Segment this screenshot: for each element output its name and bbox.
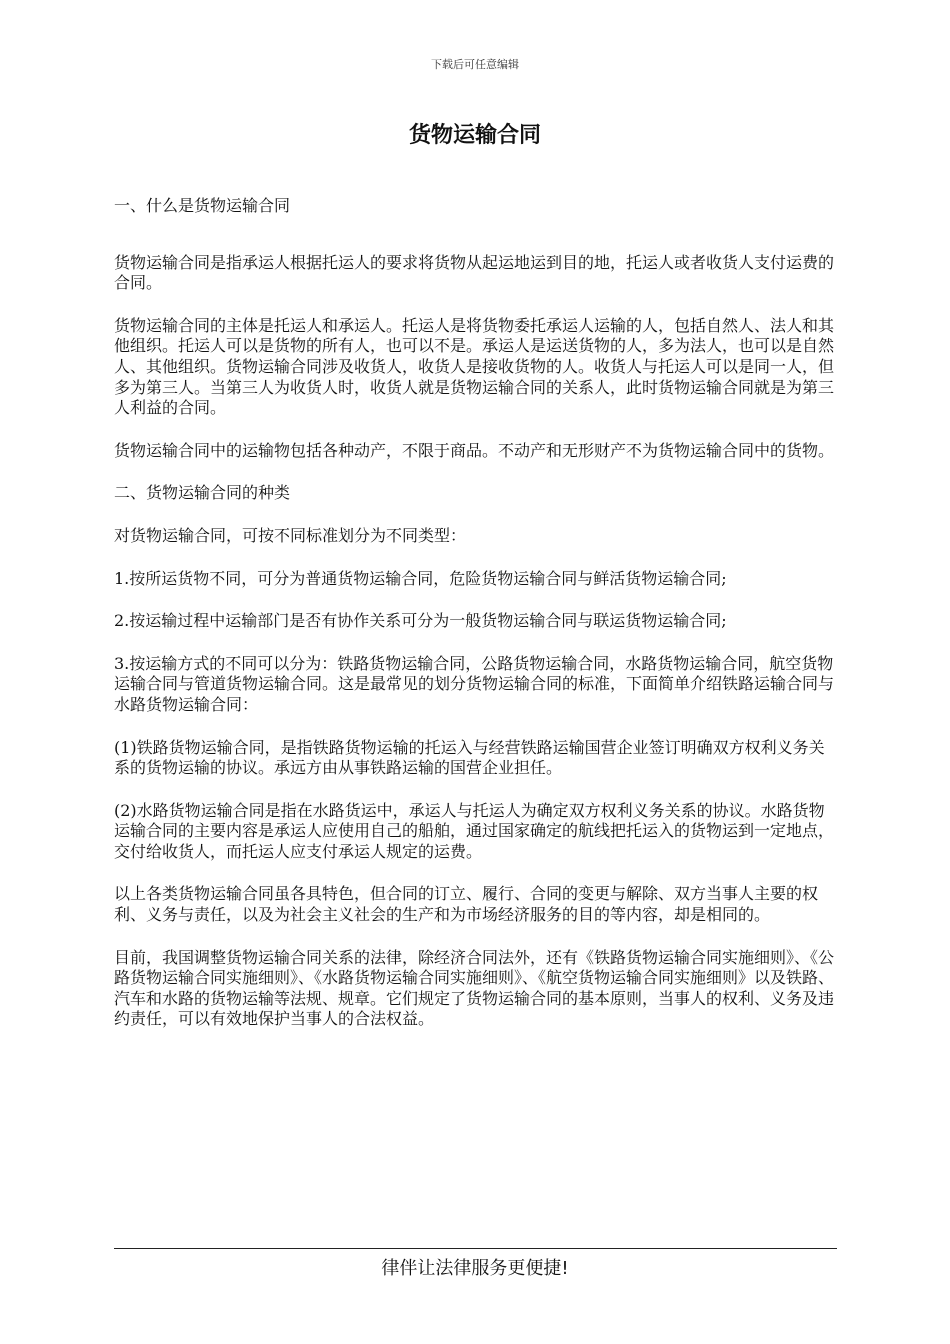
sub-item-waterway: (2)水路货物运输合同是指在水路货运中，承运人与托运人为确定双方权利义务关系的协议。水路货物运输合同的主要内容是承运人应使用自己的船舶，通过国家确定的航线把托运入的货物运到一定地点，交付给收货人，而托运人应支付承运人规定的运费。: [114, 800, 835, 861]
footer-divider: [114, 1248, 837, 1249]
list-item-1: 1.按所运货物不同，可分为普通货物运输合同，危险货物运输合同与鲜活货物运输合同;: [114, 568, 727, 588]
section-heading-2: 二、货物运输合同的种类: [114, 483, 291, 503]
list-item-3: 3.按运输方式的不同可以分为：铁路货物运输合同，公路货物运输合同，水路货物运输合同，航空货物运输合同与管道货物运输合同。这是最常见的划分货物运输合同的标准，下面简单介绍铁路运输合同与水路货物运输合同：: [114, 653, 835, 714]
paragraph-goods: 货物运输合同中的运输物包括各种动产，不限于商品。不动产和无形财产不为货物运输合同中的货物。: [114, 440, 835, 460]
paragraph-laws: 目前，我国调整货物运输合同关系的法律，除经济合同法外，还有《铁路货物运输合同实施细则》、《公路货物运输合同实施细则》、《水路货物运输合同实施细则》、《航空货物运输合同实施细则》以及铁路、汽车和水路的货物运输等法规、规章。它们规定了货物运输合同的基本原则，当事人的权利、义务及违约责任，可以有效地保护当事人的合法权益。: [114, 947, 835, 1029]
paragraph-definition: 货物运输合同是指承运人根据托运人的要求将货物从起运地运到目的地，托运人或者收货人支付运费的合同。: [114, 252, 835, 293]
footer-slogan: 律伴让法律服务更便捷!: [381, 1258, 569, 1279]
document-body: [114, 196, 839, 1052]
paragraph-types-intro: 对货物运输合同，可按不同标准划分为不同类型：: [114, 525, 467, 545]
list-item-2: 2.按运输过程中运输部门是否有协作关系可分为一般货物运输合同与联运货物运输合同;: [114, 611, 727, 631]
paragraph-parties: 货物运输合同的主体是托运人和承运人。托运人是将货物委托承运人运输的人，包括自然人、法人和其他组织。托运人可以是货物的所有人，也可以不是。承运人是运送货物的人，多为法人，也可以是自然人、其他组织。货物运输合同涉及收货人，收货人是接收货物的人。收货人与托运人可以是同一人，但多为第三人。当第三人为收货人时，收货人就是货物运输合同的关系人，此时货物运输合同就是为第三人利益的合同。: [114, 315, 835, 418]
document-title: 货物运输合同: [408, 123, 541, 148]
paragraph-common: 以上各类货物运输合同虽各具特色，但合同的订立、履行、合同的变更与解除、双方当事人主要的权利、义务与责任，以及为社会主义社会的生产和为市场经济服务的目的等内容，却是相同的。: [114, 884, 819, 925]
section-heading-1: 一、什么是货物运输合同: [114, 196, 291, 215]
sub-item-railway: (1)铁路货物运输合同，是指铁路货物运输的托运入与经营铁路运输国营企业签订明确双方权利义务关系的货物运输的协议。承远方由从事铁路运输的国营企业担任。: [114, 737, 825, 778]
header-note: 下载后可任意编辑: [431, 58, 519, 71]
